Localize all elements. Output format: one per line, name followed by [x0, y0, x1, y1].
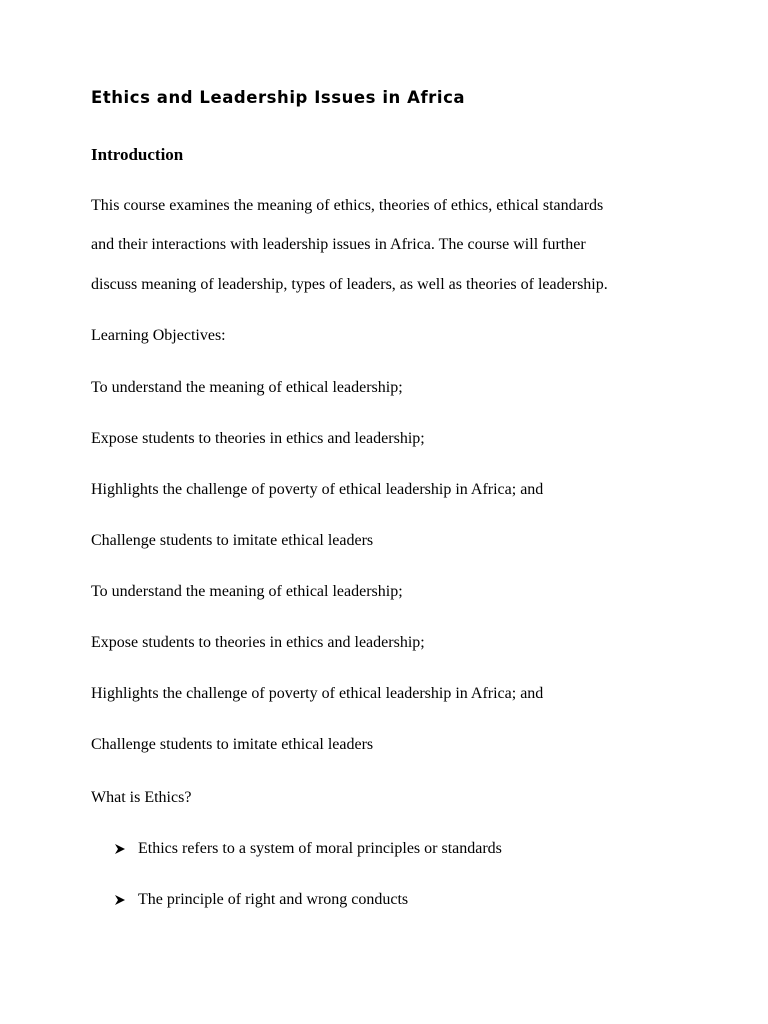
- objective-item: Expose students to theories in ethics and leadership;: [91, 430, 425, 447]
- intro-line: This course examines the meaning of ethics, theories of ethics, ethical standards: [91, 197, 604, 214]
- document-title: Ethics and Leadership Issues in Africa: [91, 88, 466, 107]
- objective-item: Expose students to theories in ethics and leadership;: [91, 634, 425, 651]
- bullet-text: Ethics refers to a system of moral principles or standards: [138, 840, 502, 857]
- objective-item: To understand the meaning of ethical leadership;: [91, 583, 403, 600]
- arrowhead-bullet-icon: [114, 843, 138, 855]
- objective-item: To understand the meaning of ethical leadership;: [91, 379, 403, 396]
- arrowhead-bullet-icon: [114, 894, 138, 906]
- introduction-heading: Introduction: [91, 145, 184, 164]
- objective-item: Challenge students to imitate ethical leaders: [91, 532, 374, 549]
- what-is-ethics-question: What is Ethics?: [91, 789, 192, 806]
- objective-item: Highlights the challenge of poverty of ethical leadership in Africa; and: [91, 685, 544, 702]
- objective-item: Challenge students to imitate ethical leaders: [91, 736, 374, 753]
- bullet-item: [114, 891, 408, 909]
- objective-item: Highlights the challenge of poverty of ethical leadership in Africa; and: [91, 481, 544, 498]
- learning-objectives-label: Learning Objectives:: [91, 327, 226, 344]
- bullet-text: The principle of right and wrong conducts: [138, 891, 409, 908]
- bullet-item: [114, 840, 502, 858]
- intro-line: and their interactions with leadership issues in Africa. The course will further: [91, 236, 586, 253]
- intro-line: discuss meaning of leadership, types of leaders, as well as theories of leadership.: [91, 276, 608, 293]
